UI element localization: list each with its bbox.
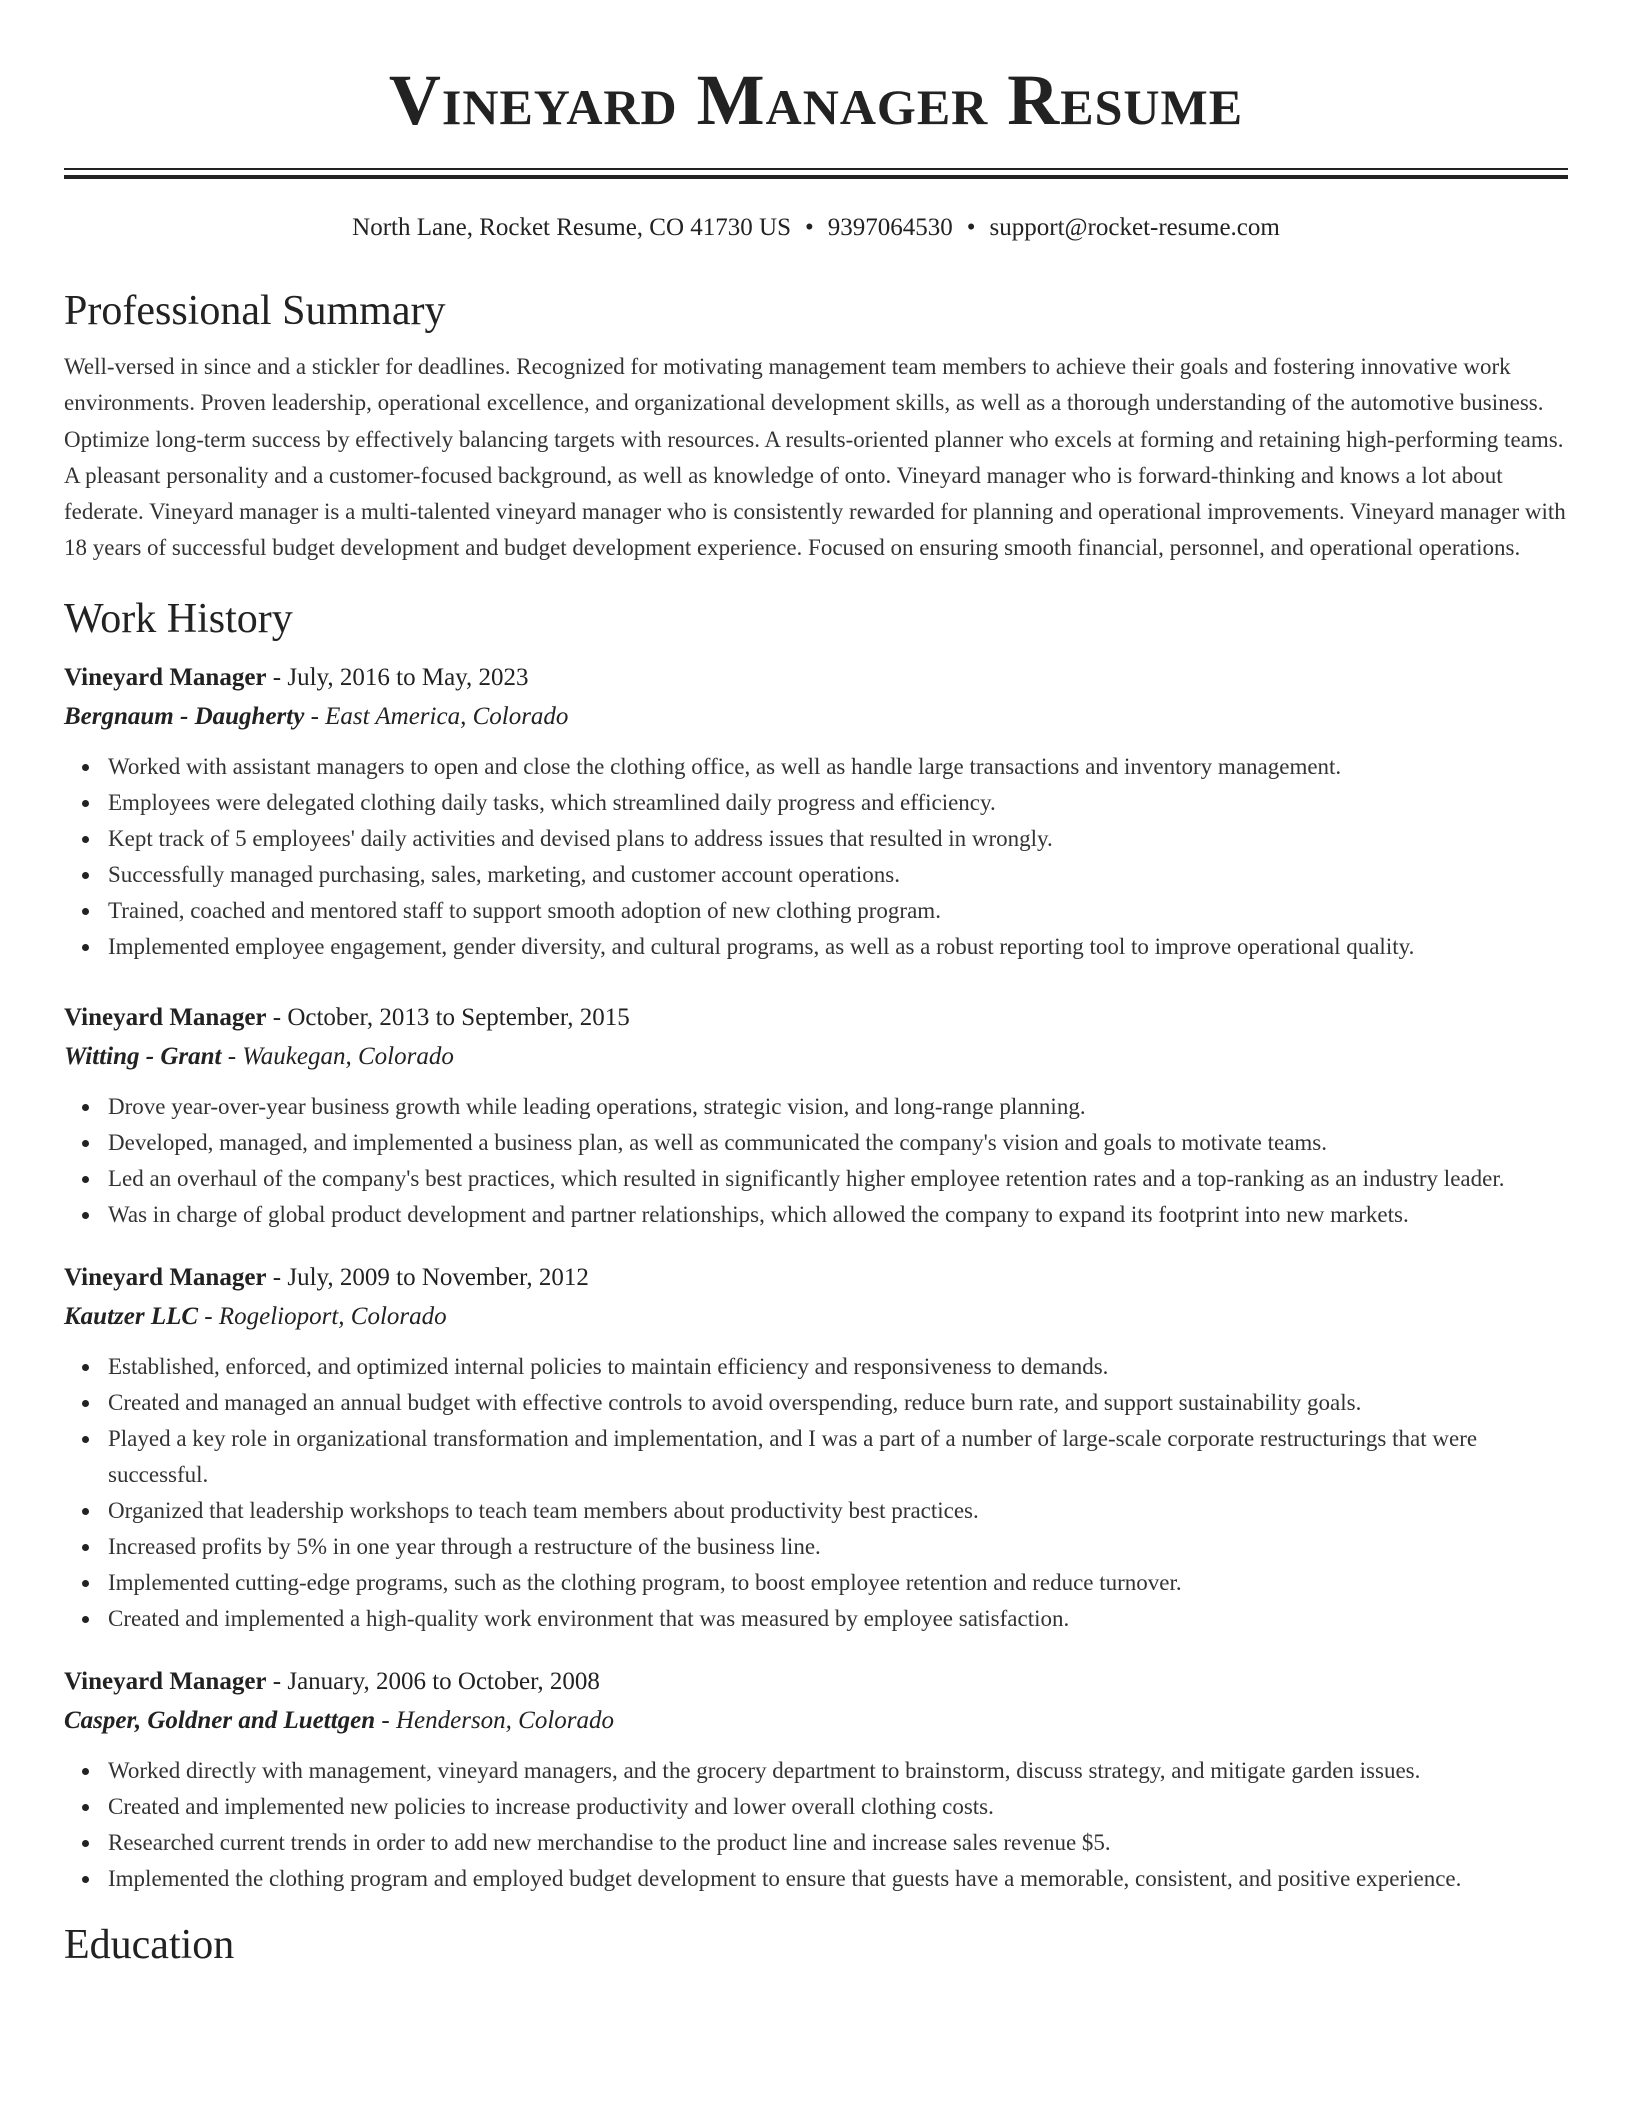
- job-title: Vineyard Manager: [64, 1263, 267, 1291]
- work-history-heading: Work History: [64, 595, 293, 642]
- contact-phone: 9397064530: [827, 214, 953, 241]
- job-title: Vineyard Manager: [64, 1667, 267, 1695]
- company-location: - East America, Colorado: [304, 702, 569, 730]
- resume-page: [64, 0, 1568, 1971]
- job-bullet: Increased profits by 5% in one year through a restructure of the business line.: [108, 1529, 1568, 1565]
- job-bullet: Kept track of 5 employees' daily activities and devised plans to address issues that resulted in wrongly.: [108, 821, 1568, 857]
- title-divider: [64, 168, 1568, 170]
- job-bullet: Created and managed an annual budget with effective controls to avoid overspending, reduce burn rate, and support sustainability goals.: [108, 1385, 1568, 1421]
- job-bullets: [64, 749, 1568, 965]
- company-name: Witting - Grant: [64, 1042, 222, 1070]
- resume-title: Vineyard Manager Resume: [388, 60, 1244, 140]
- company-name: Bergnaum - Daugherty: [64, 702, 305, 730]
- education-heading: Education: [64, 1921, 235, 1968]
- job-bullet: Worked directly with management, vineyard managers, and the grocery department to brainstorm, discuss strategy, and mitigate garden issues.: [108, 1753, 1568, 1789]
- company-line: [64, 1701, 1568, 1741]
- company-location: - Henderson, Colorado: [375, 1706, 615, 1734]
- company-location: - Rogelioport, Colorado: [198, 1302, 447, 1330]
- job-bullet: Employees were delegated clothing daily tasks, which streamlined daily progress and efficiency.: [108, 785, 1568, 821]
- job-bullets: [64, 1753, 1568, 1897]
- job-title: Vineyard Manager: [64, 663, 267, 691]
- job-bullet: Successfully managed purchasing, sales, marketing, and customer account operations.: [108, 857, 1568, 893]
- job-bullet: Worked with assistant managers to open and close the clothing office, as well as handle large transactions and inventory management.: [108, 749, 1568, 785]
- job-bullet: Drove year-over-year business growth while leading operations, strategic vision, and long-range planning.: [108, 1089, 1568, 1125]
- job-bullet: Researched current trends in order to add new merchandise to the product line and increase sales revenue $5.: [108, 1825, 1568, 1861]
- job-bullet: Created and implemented new policies to increase productivity and lower overall clothing costs.: [108, 1789, 1568, 1825]
- job-bullet: Led an overhaul of the company's best practices, which resulted in significantly higher employee retention rates and a top-ranking as an industry leader.: [108, 1161, 1568, 1197]
- contact-separator: •: [805, 214, 814, 241]
- job-bullet: Implemented the clothing program and employed budget development to ensure that guests have a memorable, consistent, and positive experience.: [108, 1861, 1568, 1897]
- contact-email: support@rocket-resume.com: [989, 214, 1280, 241]
- job-bullet: Was in charge of global product development and partner relationships, which allowed the company to expand its footprint into new markets.: [108, 1197, 1568, 1233]
- contact-address: North Lane, Rocket Resume, CO 41730 US: [352, 214, 791, 241]
- company-line: [64, 1037, 1568, 1077]
- job-title-line: [64, 1663, 1568, 1701]
- job-entry: [64, 1259, 1568, 1637]
- contact-separator: •: [966, 214, 976, 241]
- contact-info: [64, 211, 1568, 245]
- job-bullet: Played a key role in organizational transformation and implementation, and I was a part of a number of large-scale corporate restructurings that were successful.: [108, 1421, 1568, 1493]
- job-bullet: Implemented employee engagement, gender diversity, and cultural programs, as well as a robust reporting tool to improve operational quality.: [108, 929, 1568, 965]
- summary-text: Well-versed in since and a stickler for deadlines. Recognized for motivating management team members to achieve their goals and fostering innovative work environments. Proven leadership, operational excellence, and organizational development skills, as well as a thorough understanding of the automotive business. Optimize long-term success by effectively balancing targets with resources. A results-oriented planner who excels at forming and retaining high-performing teams. A pleasant personality and a customer-focused background, as well as knowledge of onto. Vineyard manager who is forward-thinking and knows a lot about federate. Vineyard manager is a multi-talented vineyard manager who is consistently rewarded for planning and operational improvements. Vineyard manager with 18 years of successful budget development and budget development experience. Focused on ensuring smooth financial, personnel, and operational operations.: [64, 354, 1566, 561]
- job-dates: - January, 2006 to October, 2008: [266, 1667, 600, 1695]
- title-divider-thick: [64, 175, 1568, 179]
- job-bullet: Organized that leadership workshops to teach team members about productivity best practices.: [108, 1493, 1568, 1529]
- job-entry: [64, 1663, 1568, 1897]
- company-line: [64, 697, 1568, 737]
- company-line: [64, 1297, 1568, 1337]
- job-bullet: Trained, coached and mentored staff to support smooth adoption of new clothing program.: [108, 893, 1568, 929]
- job-bullet: Created and implemented a high-quality work environment that was measured by employee satisfaction.: [108, 1601, 1568, 1637]
- company-location: - Waukegan, Colorado: [221, 1042, 454, 1070]
- job-title-line: [64, 999, 1568, 1037]
- job-bullet: Established, enforced, and optimized internal policies to maintain efficiency and responsiveness to demands.: [108, 1349, 1568, 1385]
- job-dates: - October, 2013 to September, 2015: [266, 1003, 630, 1031]
- job-bullet: Implemented cutting-edge programs, such as the clothing program, to boost employee retention and reduce turnover.: [108, 1565, 1568, 1601]
- job-entry: [64, 999, 1568, 1233]
- job-dates: - July, 2009 to November, 2012: [266, 1263, 589, 1291]
- job-bullets: [64, 1089, 1568, 1233]
- company-name: Casper, Goldner and Luettgen: [64, 1706, 376, 1734]
- company-name: Kautzer LLC: [64, 1302, 199, 1330]
- job-bullet: Developed, managed, and implemented a business plan, as well as communicated the company's vision and goals to motivate teams.: [108, 1125, 1568, 1161]
- summary-heading: Professional Summary: [64, 288, 446, 334]
- job-title: Vineyard Manager: [64, 1003, 267, 1031]
- job-bullets: [64, 1349, 1568, 1637]
- job-title-line: [64, 1259, 1568, 1297]
- job-title-line: [64, 659, 1568, 697]
- job-entry: [64, 659, 1568, 965]
- job-dates: - July, 2016 to May, 2023: [266, 663, 529, 691]
